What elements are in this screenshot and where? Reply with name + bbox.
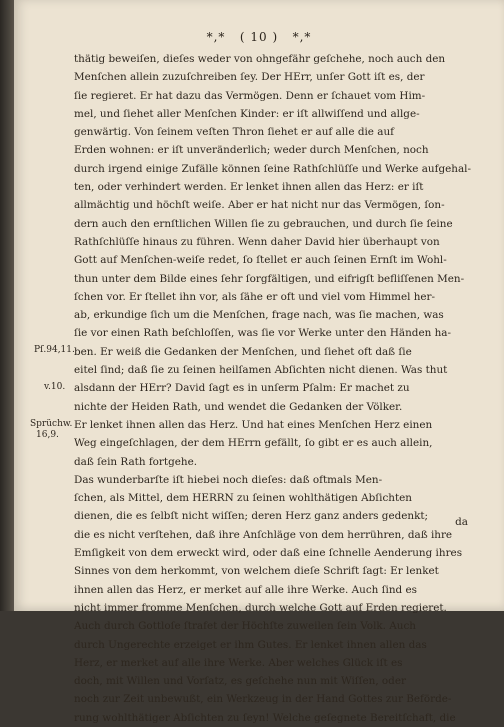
- text-line: Das wunderbarſte iſt hiebei noch dieſes: daß oftmals Men-: [74, 473, 383, 486]
- text-line: Gott auf Menſchen-weiſe redet, ſo ſtellet er auch ſeinen Ernſt im Wohl-: [74, 254, 447, 267]
- text-line: Rathſchlüſſe hinaus zu führen. Wenn daher David hier überhaupt von: [74, 235, 440, 248]
- text-line: dienen, die es ſelbſt nicht wiſſen; deren Herz ganz anders gedenkt;: [74, 510, 429, 523]
- text-line: ben. Er weiß die Gedanken der Menſchen, und ſiehet oft daß ſie: [74, 345, 412, 358]
- catchword: da: [455, 516, 468, 528]
- margin-note-psalm: Pſ.94,11.: [34, 345, 75, 355]
- text-line: doch, mit Willen und Vorſatz, es geſchehe nun mit Wiſſen, oder: [74, 675, 406, 688]
- text-line: ſie regieret. Er hat dazu das Vermögen. Denn er ſchauet vom Him-: [74, 89, 426, 102]
- text-line: allmächtig und höchſt weiſe. Aber er hat nicht nur das Vermögen, ſon-: [74, 199, 445, 212]
- text-line: ſie vor einen Rath beſchloſſen, was ſie vor Werke unter den Händen ha-: [74, 327, 451, 340]
- text-line: ſchen, als Mittel, dem HERRN zu ſeinen wohlthätigen Abſichten: [74, 492, 412, 505]
- margin-note-verse: v.10.: [44, 382, 66, 392]
- text-line: ſchen vor. Er ſtellet ihn vor, als ſähe er oft und viel vom Himmel her-: [74, 290, 436, 303]
- text-line: Herz, er merket auf alle ihre Werke. Aber welches Glück iſt es: [74, 656, 403, 669]
- text-line: genwärtig. Von ſeinem veſten Thron ſiehet er auf alle die auf: [74, 126, 394, 139]
- text-line: durch irgend einige Zufälle können ſeine Rathſchlüſſe und Werke aufgehal-: [74, 162, 471, 175]
- text-line: thätig beweiſen, dieſes weder von ohngefähr geſchehe, noch auch den: [74, 53, 446, 65]
- text-line: Menſchen allein zuzuſchreiben ſey. Der HErr, unſer Gott iſt es, der: [74, 71, 425, 84]
- text-line: noch zur Zeit unbewußt, ein Werkzeug in der Hand Gottes zur Beförde-: [74, 693, 452, 706]
- page-number: ( 10 ): [239, 30, 279, 44]
- text-line: daß ſein Rath fortgehe.: [74, 455, 198, 468]
- margin-note-proverbs-2: 16,9.: [36, 430, 59, 440]
- text-line: die es nicht verſtehen, daß ihre Anſchläge von dem herrühren, daß ihre: [74, 528, 453, 541]
- text-line: Auch durch Gottloſe ſtrafet der Höchſte zuweilen ſein Volk. Auch: [74, 620, 416, 633]
- text-line: rung wohlthätiger Abſichten zu ſeyn! Welche geſegnete Bereitſchaft, die: [74, 711, 456, 724]
- page-binding-edge: [0, 0, 14, 611]
- ornament-left: *,*: [206, 30, 226, 44]
- text-line: Erden wohnen: er iſt unveränderlich; weder durch Menſchen, noch: [74, 144, 429, 157]
- body-text: [74, 50, 499, 727]
- text-line: durch Ungerechte erzeiget er ihm Gutes. Er lenket ihnen allen das: [74, 638, 427, 651]
- text-line: ab, erkundige ſich um die Menſchen, frage nach, was ſie machen, was: [74, 309, 444, 322]
- text-line: Weg eingeſchlagen, der dem HErrn gefällt, ſo gibt er es auch allein,: [74, 437, 433, 450]
- book-page: [14, 0, 504, 724]
- text-line: nichte der Heiden Rath, und wendet die Gedanken der Völker.: [74, 400, 403, 413]
- text-line: thun unter dem Bilde eines ſehr ſorgfältigen, und eifrigſt befliſſenen Men-: [74, 272, 465, 285]
- ornament-right: *,*: [292, 30, 312, 44]
- text-line: Sinnes von dem herkommt, von welchem dieſe Schrift ſagt: Er lenket: [74, 565, 439, 578]
- text-line: Er lenket ihnen allen das Herz. Und hat eines Menſchen Herz einen: [74, 418, 433, 431]
- text-line: Emſigkeit von dem erweckt wird, oder daß eine ſchnelle Aenderung ihres: [74, 547, 463, 560]
- text-line: ihnen allen das Herz, er merket auf alle ihre Werke. Auch ſind es: [74, 583, 417, 596]
- text-line: alsdann der HErr? David ſagt es in unſerm Pſalm: Er machet zu: [74, 382, 410, 395]
- text-line: ten, oder verhindert werden. Er lenket ihnen allen das Herz: er iſt: [74, 181, 424, 194]
- margin-note-proverbs-1: Sprüchw.: [30, 419, 73, 429]
- page-header: [14, 30, 504, 44]
- text-line: eitel ſind; daß ſie zu ſeinen heilſamen Abſichten nicht dienen. Was thut: [74, 364, 448, 377]
- text-line: nicht immer fromme Menſchen, durch welche Gott auf Erden regieret.: [74, 601, 447, 614]
- text-line: mel, und ſiehet aller Menſchen Kinder: er iſt allwiſſend und allge-: [74, 107, 420, 120]
- text-line: dern auch den ernſtlichen Willen ſie zu gebrauchen, und durch ſie ſeine: [74, 217, 453, 230]
